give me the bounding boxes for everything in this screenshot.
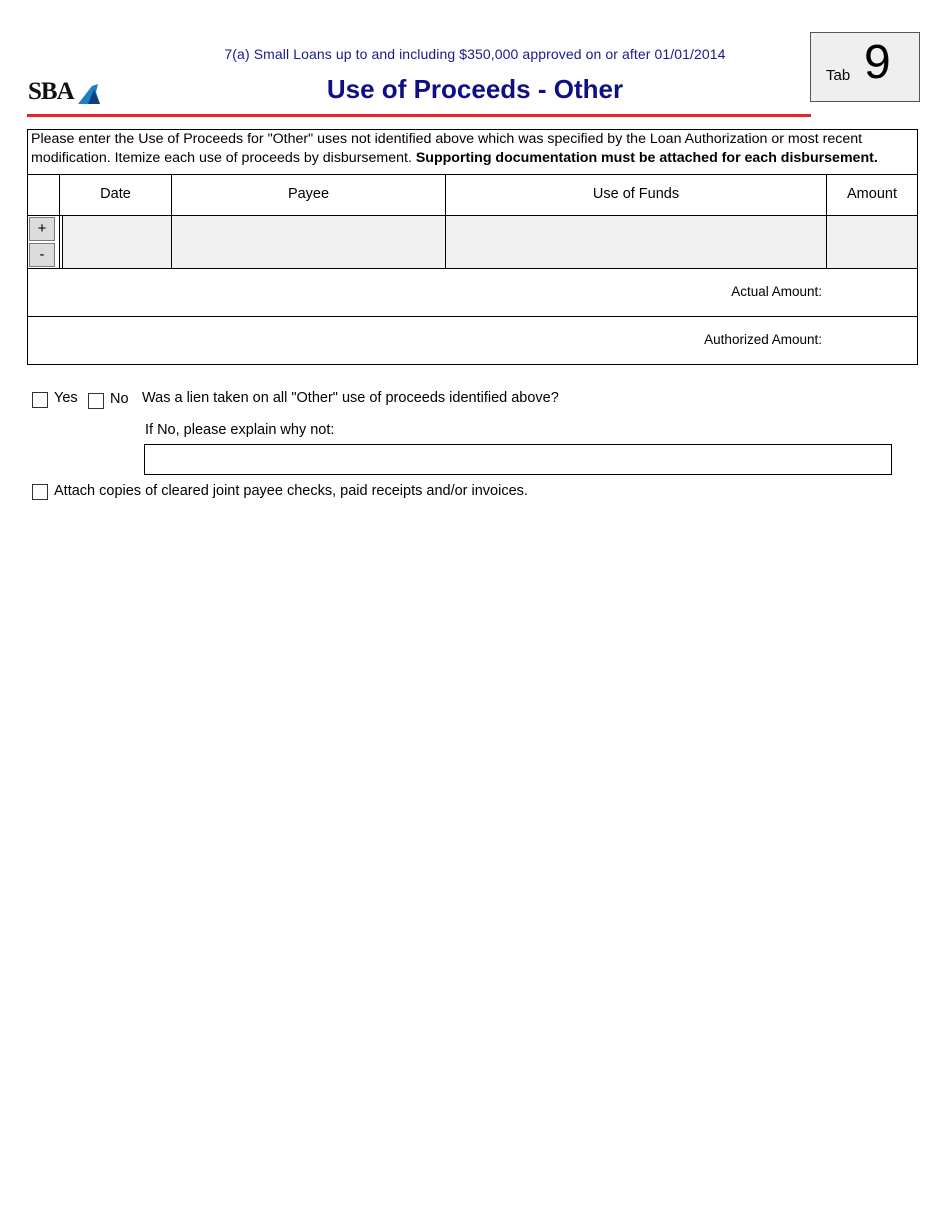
- lien-yes-checkbox[interactable]: [32, 392, 48, 408]
- use-of-funds-input[interactable]: [446, 216, 826, 268]
- tab-label: Tab: [826, 67, 851, 84]
- instructions: [31, 130, 915, 168]
- instructions-bold-text: Supporting documentation must be attached for each disbursement.: [415, 150, 878, 166]
- column-header-use-of-funds: Use of Funds: [592, 186, 680, 202]
- tab-indicator: [810, 32, 920, 102]
- explain-label: If No, please explain why not:: [145, 422, 335, 438]
- form-subtitle: 7(a) Small Loans up to and including $350,000 approved on or after 01/01/2014: [224, 46, 726, 62]
- explain-why-not-input[interactable]: [144, 444, 892, 475]
- authorized-amount-label: Authorized Amount:: [704, 332, 822, 347]
- lien-question: Was a lien taken on all "Other" use of proceeds identified above?: [142, 390, 559, 406]
- divider: [27, 316, 918, 317]
- sba-logo-text: SBA: [28, 78, 74, 105]
- sba-logo: [28, 80, 98, 108]
- date-input[interactable]: [62, 216, 171, 268]
- attach-copies-label: Attach copies of cleared joint payee checks, paid receipts and/or invoices.: [54, 483, 528, 499]
- attach-copies-checkbox[interactable]: [32, 484, 48, 500]
- header-divider: [27, 114, 811, 117]
- tab-number: 9: [864, 36, 891, 89]
- lien-no-checkbox[interactable]: [88, 393, 104, 409]
- lien-yes-label: Yes: [54, 390, 78, 406]
- payee-input[interactable]: [172, 216, 445, 268]
- actual-amount-value: [826, 272, 916, 312]
- column-header-amount: Amount: [847, 186, 897, 202]
- lien-no-label: No: [110, 391, 129, 407]
- amount-input[interactable]: [827, 216, 917, 268]
- page-title: Use of Proceeds - Other: [326, 74, 624, 104]
- add-row-button[interactable]: +: [29, 217, 55, 241]
- sba-eagle-icon: [78, 82, 100, 106]
- remove-row-button[interactable]: -: [29, 243, 55, 267]
- column-header-payee: Payee: [287, 186, 330, 202]
- column-header-date: Date: [100, 186, 131, 202]
- instructions-text: Please enter the Use of Proceeds for "Other" uses not identified above which was specified by the Loan Authorization or most recent modification. Itemize each use of proceeds by disbursement.: [31, 131, 863, 166]
- authorized-amount-value[interactable]: [826, 320, 916, 360]
- divider: [27, 268, 918, 269]
- actual-amount-label: Actual Amount:: [731, 284, 822, 299]
